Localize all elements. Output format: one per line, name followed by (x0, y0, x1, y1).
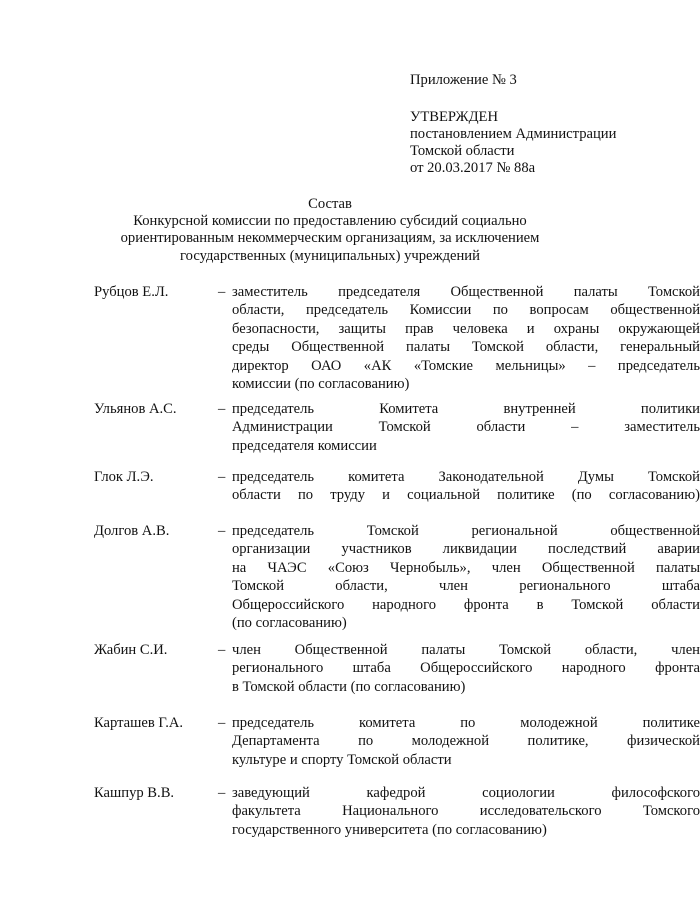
member-role (232, 641, 700, 696)
role-line: области, председатель Комиссии по вопросам общественной (232, 302, 700, 319)
member-name: Жабин С.И. (94, 642, 168, 658)
role-line: директор ОАО «АК «Томские мельницы» – председатель (232, 357, 700, 374)
dash-separator: – (218, 401, 226, 417)
dash-separator: – (218, 523, 226, 539)
member-role (232, 400, 700, 455)
member-name: Глок Л.Э. (94, 469, 154, 485)
role-line: заместитель председателя Общественной палаты Томской (232, 284, 700, 300)
title-line: Конкурсной комиссии по предоставлению субсидий социально (133, 213, 527, 230)
approval-block (410, 109, 616, 177)
title-line: ориентированным некоммерческим организациям, за исключением (120, 230, 540, 247)
dash-separator: – (218, 284, 226, 300)
member-name: Ульянов А.С. (94, 401, 177, 417)
role-line: председателя комиссии (232, 437, 377, 454)
title-line: Состав (308, 196, 352, 212)
role-line: области по труду и социальной политике (по согласованию) (232, 487, 700, 504)
dash-separator: – (218, 469, 226, 485)
role-line: государственного университета (по согласованию) (232, 821, 547, 838)
member-name: Долгов А.В. (94, 523, 170, 539)
member-name: Кашпур В.В. (94, 785, 175, 801)
role-line: Департамента по молодежной политике, физической (232, 733, 700, 750)
member-role (232, 283, 700, 393)
role-line: Общероссийского народного фронта в Томской области (232, 596, 700, 613)
member-role (232, 468, 700, 505)
approval-line: постановлением Администрации (410, 126, 617, 142)
role-line: заведующий кафедрой социологии философского (232, 785, 700, 801)
dash-separator: – (218, 642, 226, 658)
member-role (232, 784, 700, 839)
member-role (232, 714, 700, 769)
role-line: факультета Национального исследовательского Томского (232, 803, 700, 820)
document-title (110, 196, 550, 265)
approval-heading: УТВЕРЖДЕН (410, 109, 498, 125)
role-line: культуре и спорту Томской области (232, 751, 452, 768)
role-line: (по согласованию) (232, 614, 347, 631)
role-line: Томской области, член регионального штаба (232, 578, 700, 595)
role-line: член Общественной палаты Томской области, член (232, 642, 700, 658)
role-line: председатель Томской региональной общественной (232, 523, 700, 539)
role-line: Администрации Томской области – заместитель (232, 419, 700, 436)
role-line: в Томской области (по согласованию) (232, 678, 466, 695)
role-line: на ЧАЭС «Союз Чернобыль», член Общественной палаты (232, 559, 700, 576)
role-line: безопасности, защиты прав человека и охраны окружающей (232, 320, 700, 337)
role-line: среды Общественной палаты Томской области, генеральный (232, 339, 700, 356)
role-line: комиссии (по согласованию) (232, 375, 410, 392)
role-line: председатель комитета по молодежной политике (232, 715, 700, 731)
appendix-label: Приложение № 3 (410, 72, 517, 88)
member-role (232, 522, 700, 632)
member-name: Рубцов Е.Л. (94, 284, 169, 300)
title-line: государственных (муниципальных) учреждений (180, 247, 480, 264)
role-line: председатель комитета Законодательной Думы Томской (232, 469, 700, 485)
role-line: регионального штаба Общероссийского народного фронта (232, 660, 700, 677)
role-line: председатель Комитета внутренней политики (232, 401, 700, 417)
approval-line: Томской области (410, 143, 515, 159)
dash-separator: – (218, 785, 226, 801)
member-name: Карташев Г.А. (94, 715, 184, 731)
dash-separator: – (218, 715, 226, 731)
role-line: организации участников ликвидации последствий аварии (232, 541, 700, 558)
approval-date: от 20.03.2017 № 88а (410, 160, 536, 176)
